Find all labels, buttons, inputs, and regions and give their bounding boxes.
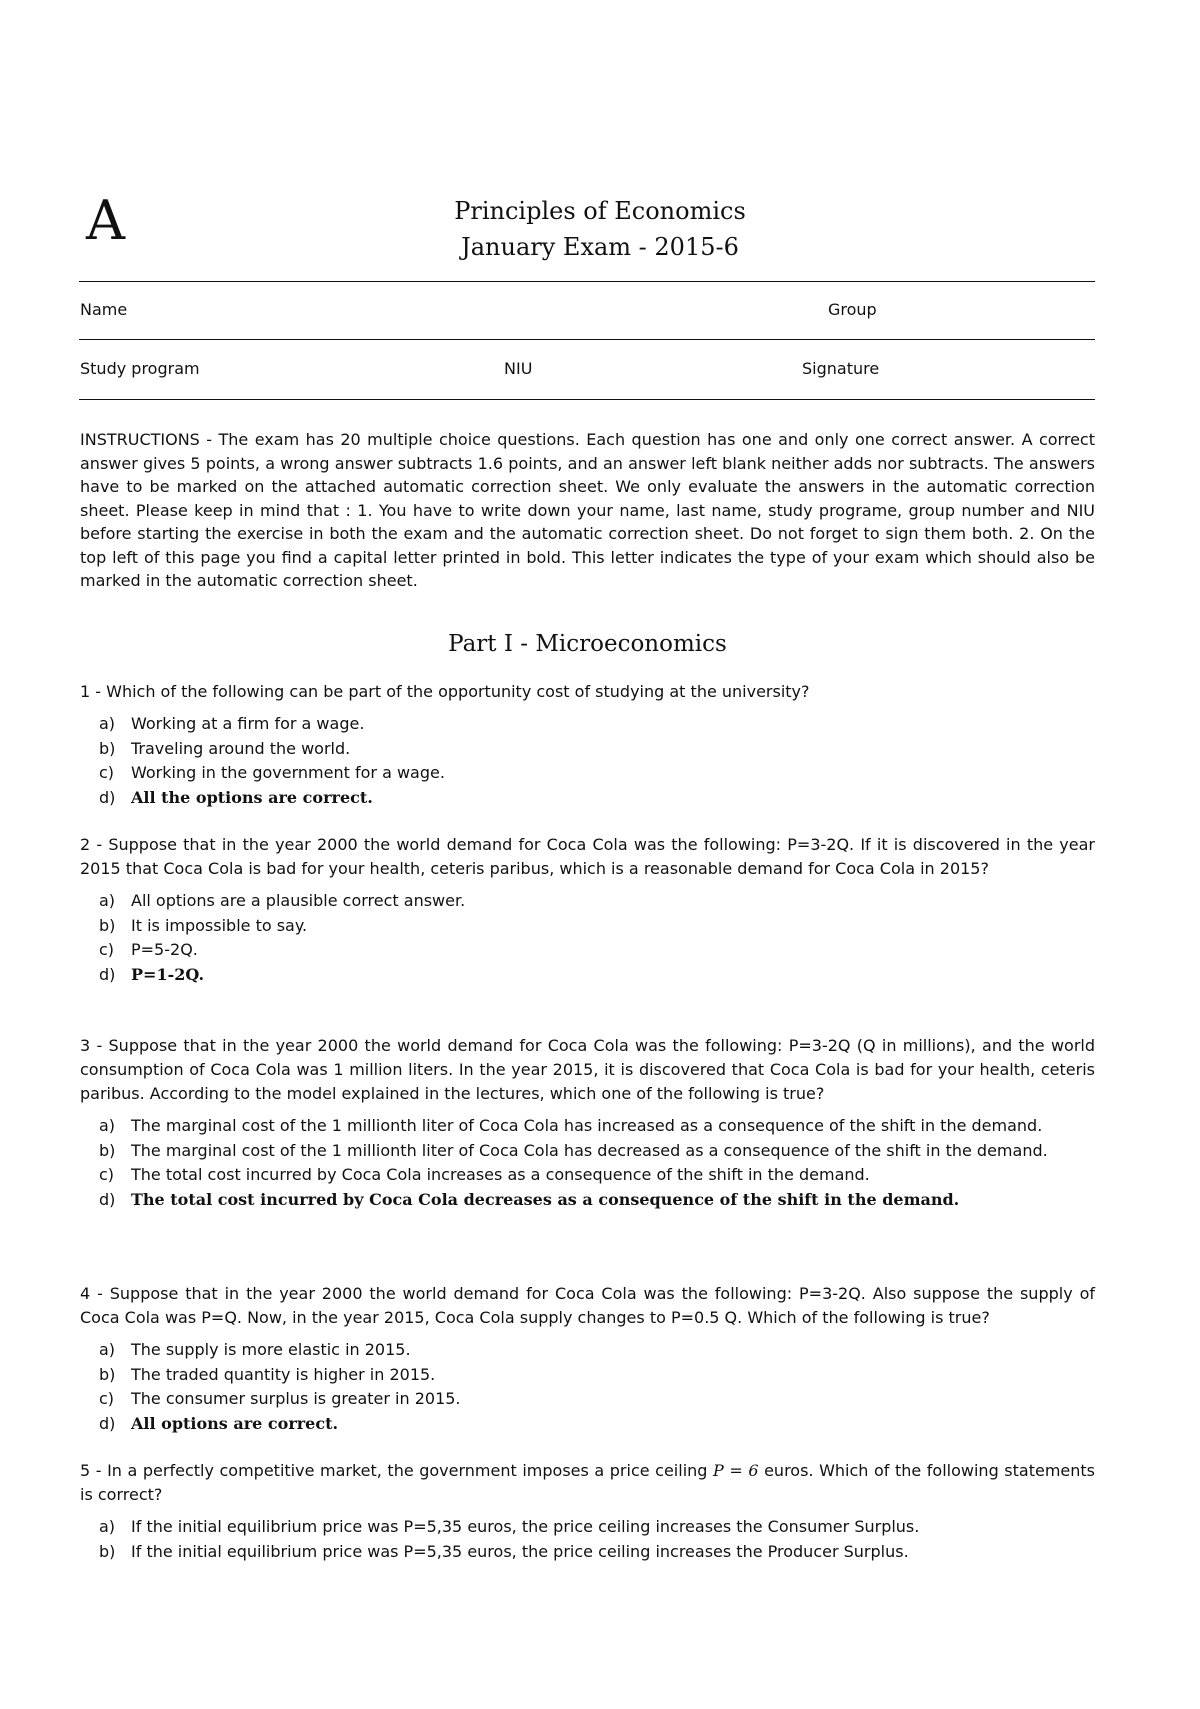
option-label: b) <box>99 1541 116 1561</box>
option-label: a) <box>99 891 116 910</box>
option-label: b) <box>99 1140 116 1160</box>
instructions-text: INSTRUCTIONS - The exam has 20 multiple choice questions. Each question has one and only one correct answer. A correct answer gives 5 points, a wrong answer subtracts 1.6 points, and an answer left blank neither adds nor subtracts. The answers have to be marked on the attached automatic correction sheet. We only evaluate the answers in the automatic correction sheet. Please keep in mind that : 1. You have to write down your name, last name, study programe, group number and NIU before starting the exercise in both the exam and the automatic correction sheet. Do not forget to sign them both. 2. On the top left of this page you find a capital letter printed in bold. This letter indicates the type of your exam which should also be marked in the automatic correction sheet. <box>80 430 1095 590</box>
option-text: The consumer surplus is greater in 2015. <box>131 1389 461 1408</box>
question-stem <box>80 1459 1095 1507</box>
option-label: a) <box>99 1116 116 1135</box>
option-c[interactable] <box>80 1163 1095 1188</box>
divider <box>79 339 1095 340</box>
option-c[interactable] <box>80 938 1095 963</box>
option-label: d) <box>99 964 116 984</box>
option-label: d) <box>99 787 116 807</box>
study-program-label: Study program <box>80 359 200 378</box>
options-list <box>80 1114 1095 1212</box>
question-3 <box>80 1034 1095 1212</box>
option-d[interactable] <box>80 963 1095 988</box>
option-text: The supply is more elastic in 2015. <box>131 1340 411 1359</box>
question-stem: 2 - Suppose that in the year 2000 the world demand for Coca Cola was the following: P=3-2Q. If it is discovered in the year 2015 that Coca Cola is bad for your health, ceteris paribus, which is a reasonable demand for Coca Cola in 2015? <box>80 835 1095 878</box>
option-b[interactable] <box>80 737 1095 762</box>
option-label: a) <box>99 1340 116 1359</box>
question-1 <box>80 680 1095 810</box>
option-label: d) <box>99 1189 116 1209</box>
option-text: All the options are correct. <box>131 787 373 807</box>
option-b[interactable] <box>80 1139 1095 1164</box>
option-b[interactable] <box>80 914 1095 939</box>
option-label: c) <box>99 1165 115 1184</box>
exam-title-block <box>300 193 900 265</box>
option-text: The marginal cost of the 1 millionth liter of Coca Cola has increased as a consequence of the shift in the demand. <box>131 1116 1043 1135</box>
option-text: The total cost incurred by Coca Cola decreases as a consequence of the shift in the demand. <box>131 1189 960 1209</box>
option-label: c) <box>99 940 115 959</box>
options-list <box>80 889 1095 987</box>
option-label: b) <box>99 1364 116 1384</box>
option-label: a) <box>99 1517 116 1536</box>
options-list <box>80 712 1095 810</box>
option-text: P=1-2Q. <box>131 964 205 984</box>
question-2 <box>80 833 1095 987</box>
option-text: It is impossible to say. <box>131 915 308 935</box>
option-text: All options are a plausible correct answer. <box>131 891 466 910</box>
stem-text: euros. Which of the following statements is correct? <box>80 1461 1096 1504</box>
option-c[interactable] <box>80 761 1095 786</box>
part-heading: Part I - Microeconomics <box>448 631 727 657</box>
name-label: Name <box>80 300 128 319</box>
option-text: Working at a firm for a wage. <box>131 714 365 733</box>
signature-label: Signature <box>802 359 880 378</box>
divider <box>79 399 1095 400</box>
option-a[interactable] <box>80 889 1095 914</box>
niu-label: NIU <box>504 359 533 378</box>
course-title: Principles of Economics <box>454 197 746 225</box>
option-d[interactable] <box>80 786 1095 811</box>
option-b[interactable] <box>80 1363 1095 1388</box>
option-text: Working in the government for a wage. <box>131 763 445 782</box>
option-label: a) <box>99 714 116 733</box>
option-text: All options are correct. <box>131 1413 339 1433</box>
option-label: b) <box>99 915 116 935</box>
exam-type-letter: A <box>86 189 125 252</box>
option-text: The total cost incurred by Coca Cola increases as a consequence of the shift in the demand. <box>131 1165 870 1184</box>
option-c[interactable] <box>80 1387 1095 1412</box>
option-a[interactable] <box>80 1515 1095 1540</box>
divider <box>79 281 1095 282</box>
stem-text: 5 - In a perfectly competitive market, the government imposes a price ceiling <box>80 1461 714 1480</box>
option-a[interactable] <box>80 1338 1095 1363</box>
exam-title: January Exam - 2015-6 <box>461 233 739 261</box>
group-label: Group <box>828 300 877 319</box>
options-list <box>80 1515 1095 1564</box>
question-stem: 1 - Which of the following can be part of the opportunity cost of studying at the university? <box>80 682 810 701</box>
option-text: The traded quantity is higher in 2015. <box>131 1364 436 1384</box>
options-list <box>80 1338 1095 1436</box>
option-a[interactable] <box>80 1114 1095 1139</box>
option-b[interactable] <box>80 1540 1095 1565</box>
option-label: c) <box>99 1389 115 1408</box>
option-d[interactable] <box>80 1412 1095 1437</box>
question-5 <box>80 1459 1095 1564</box>
option-a[interactable] <box>80 712 1095 737</box>
question-stem: 4 - Suppose that in the year 2000 the world demand for Coca Cola was the following: P=3-2Q. Also suppose the supply of Coca Cola was P=Q. Now, in the year 2015, Coca Cola supply changes to P=0.5 Q. Which of the following is true? <box>80 1284 1095 1327</box>
option-text: P=5-2Q. <box>131 940 198 959</box>
option-text: If the initial equilibrium price was P=5,35 euros, the price ceiling increases the Producer Surplus. <box>131 1541 909 1561</box>
option-label: b) <box>99 738 116 758</box>
price-ceiling-formula: P = 6 <box>713 1461 759 1480</box>
option-label: c) <box>99 763 115 782</box>
option-text: Traveling around the world. <box>131 738 351 758</box>
question-4 <box>80 1282 1095 1436</box>
question-stem: 3 - Suppose that in the year 2000 the world demand for Coca Cola was the following: P=3-2Q (Q in millions), and the world consumption of Coca Cola was 1 million liters. In the year 2015, it is discovered that Coca Cola is bad for your health, ceteris paribus. According to the model explained in the lectures, which one of the following is true? <box>80 1036 1095 1103</box>
option-text: The marginal cost of the 1 millionth liter of Coca Cola has decreased as a consequence of the shift in the demand. <box>131 1140 1048 1160</box>
option-label: d) <box>99 1413 116 1433</box>
option-d[interactable] <box>80 1188 1095 1213</box>
option-text: If the initial equilibrium price was P=5,35 euros, the price ceiling increases the Consumer Surplus. <box>131 1517 920 1536</box>
